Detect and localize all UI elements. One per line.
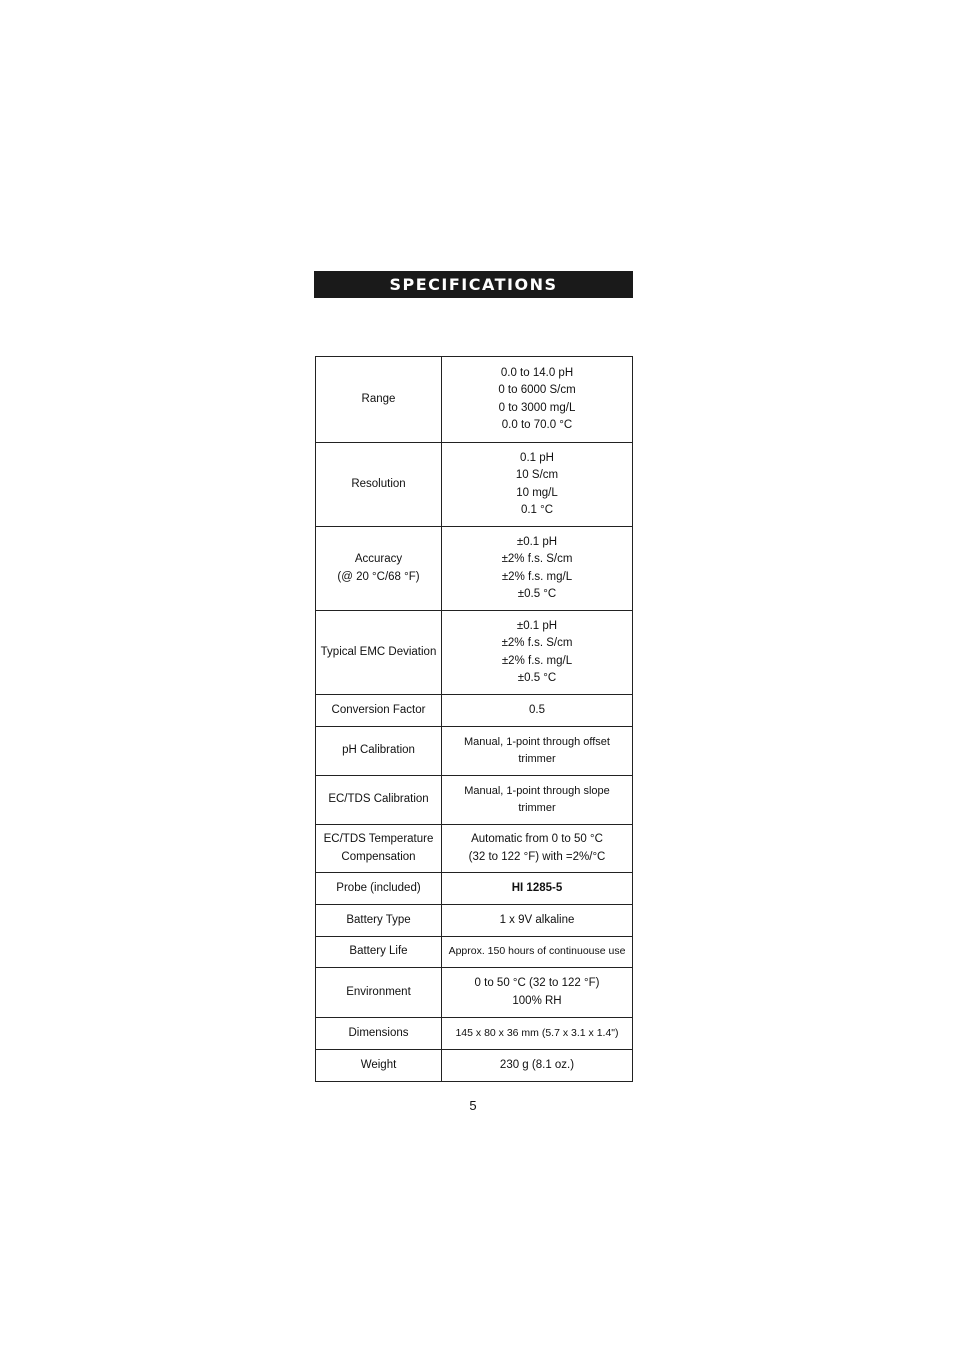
spec-value-line: Automatic from 0 to 50 °C (471, 833, 603, 845)
spec-label: EC/TDS Calibration (316, 776, 442, 825)
spec-value: 1 x 9V alkaline (442, 905, 633, 937)
spec-row-range (316, 357, 633, 443)
spec-value-line: ±2% f.s. S/cm (501, 553, 573, 565)
spec-value-line: 0.1 °C (520, 504, 554, 516)
spec-value-line: 10 S/cm (515, 469, 559, 481)
section-title: SPECIFICATIONS (389, 275, 558, 294)
spec-value (442, 727, 633, 776)
spec-value: Approx. 150 hours of continuouse use (442, 937, 633, 968)
spec-value (442, 611, 633, 695)
spec-value: HI 1285-5 (442, 873, 633, 905)
spec-value-line: 0.1 pH (520, 451, 554, 464)
spec-label: Resolution (316, 443, 442, 527)
spec-value (442, 776, 633, 825)
spec-label: Battery Life (316, 937, 442, 968)
spec-value (442, 357, 633, 443)
spec-row-resolution (316, 443, 633, 527)
spec-value-line: ±2% f.s. mg/L (501, 570, 573, 583)
spec-label: pH Calibration (316, 727, 442, 776)
spec-value-line: 0 to 50 °C (32 to 122 °F) (474, 977, 600, 989)
section-title-bar (314, 271, 633, 298)
spec-value-line: Manual, 1-point through offset trimmer (464, 735, 610, 765)
spec-label (316, 527, 442, 611)
spec-value-line: Manual, 1-point through slope trimmer (464, 784, 610, 814)
spec-value-line: ±2% f.s. S/cm (501, 637, 573, 649)
spec-label-line: (@ 20 °C/68 °F) (337, 570, 420, 583)
spec-row-conversion-factor (316, 695, 633, 727)
spec-value-line: 0.0 to 14.0 pH (500, 366, 574, 379)
spec-row-accuracy (316, 527, 633, 611)
specifications-table (315, 356, 633, 1082)
spec-row-probe (316, 873, 633, 905)
spec-value-line: 100% RH (512, 994, 562, 1007)
spec-value-line: 0 to 3000 mg/L (498, 401, 576, 414)
spec-value (442, 968, 633, 1018)
spec-row-battery-type (316, 905, 633, 937)
spec-label: Environment (316, 968, 442, 1018)
spec-value-line: 0.0 to 70.0 °C (501, 419, 573, 431)
spec-label-line: Accuracy (354, 553, 403, 565)
spec-row-ectds-calibration (316, 776, 633, 825)
spec-row-ph-calibration (316, 727, 633, 776)
spec-label: Range (316, 357, 442, 443)
spec-value-line: (32 to 122 °F) with =2%/°C (468, 850, 606, 863)
spec-row-temp-compensation (316, 825, 633, 873)
spec-row-dimensions (316, 1018, 633, 1050)
spec-label: Probe (included) (316, 873, 442, 905)
spec-value (442, 825, 633, 873)
spec-value: 230 g (8.1 oz.) (442, 1050, 633, 1082)
spec-label: Weight (316, 1050, 442, 1082)
spec-value: 145 x 80 x 36 mm (5.7 x 3.1 x 1.4") (442, 1018, 633, 1050)
spec-label: Conversion Factor (316, 695, 442, 727)
spec-value-line: 0 to 6000 S/cm (498, 384, 576, 396)
spec-label: Battery Type (316, 905, 442, 937)
spec-value-line: ±0.1 pH (516, 535, 558, 548)
spec-value-line: ±2% f.s. mg/L (501, 654, 573, 667)
spec-value (442, 443, 633, 527)
spec-label: EC/TDS Temperature Compensation (316, 825, 442, 873)
spec-row-battery-life (316, 937, 633, 968)
spec-value-line: 10 mg/L (516, 486, 558, 499)
spec-value-line: ±0.5 °C (517, 588, 557, 600)
page-number: 5 (469, 1098, 477, 1113)
spec-value: 0.5 (442, 695, 633, 727)
spec-label: Dimensions (316, 1018, 442, 1050)
spec-row-weight (316, 1050, 633, 1082)
spec-row-emc-deviation (316, 611, 633, 695)
spec-value-line: ±0.1 pH (516, 619, 558, 632)
spec-value-line: ±0.5 °C (517, 672, 557, 684)
spec-label: Typical EMC Deviation (316, 611, 442, 695)
spec-row-environment (316, 968, 633, 1018)
spec-value (442, 527, 633, 611)
